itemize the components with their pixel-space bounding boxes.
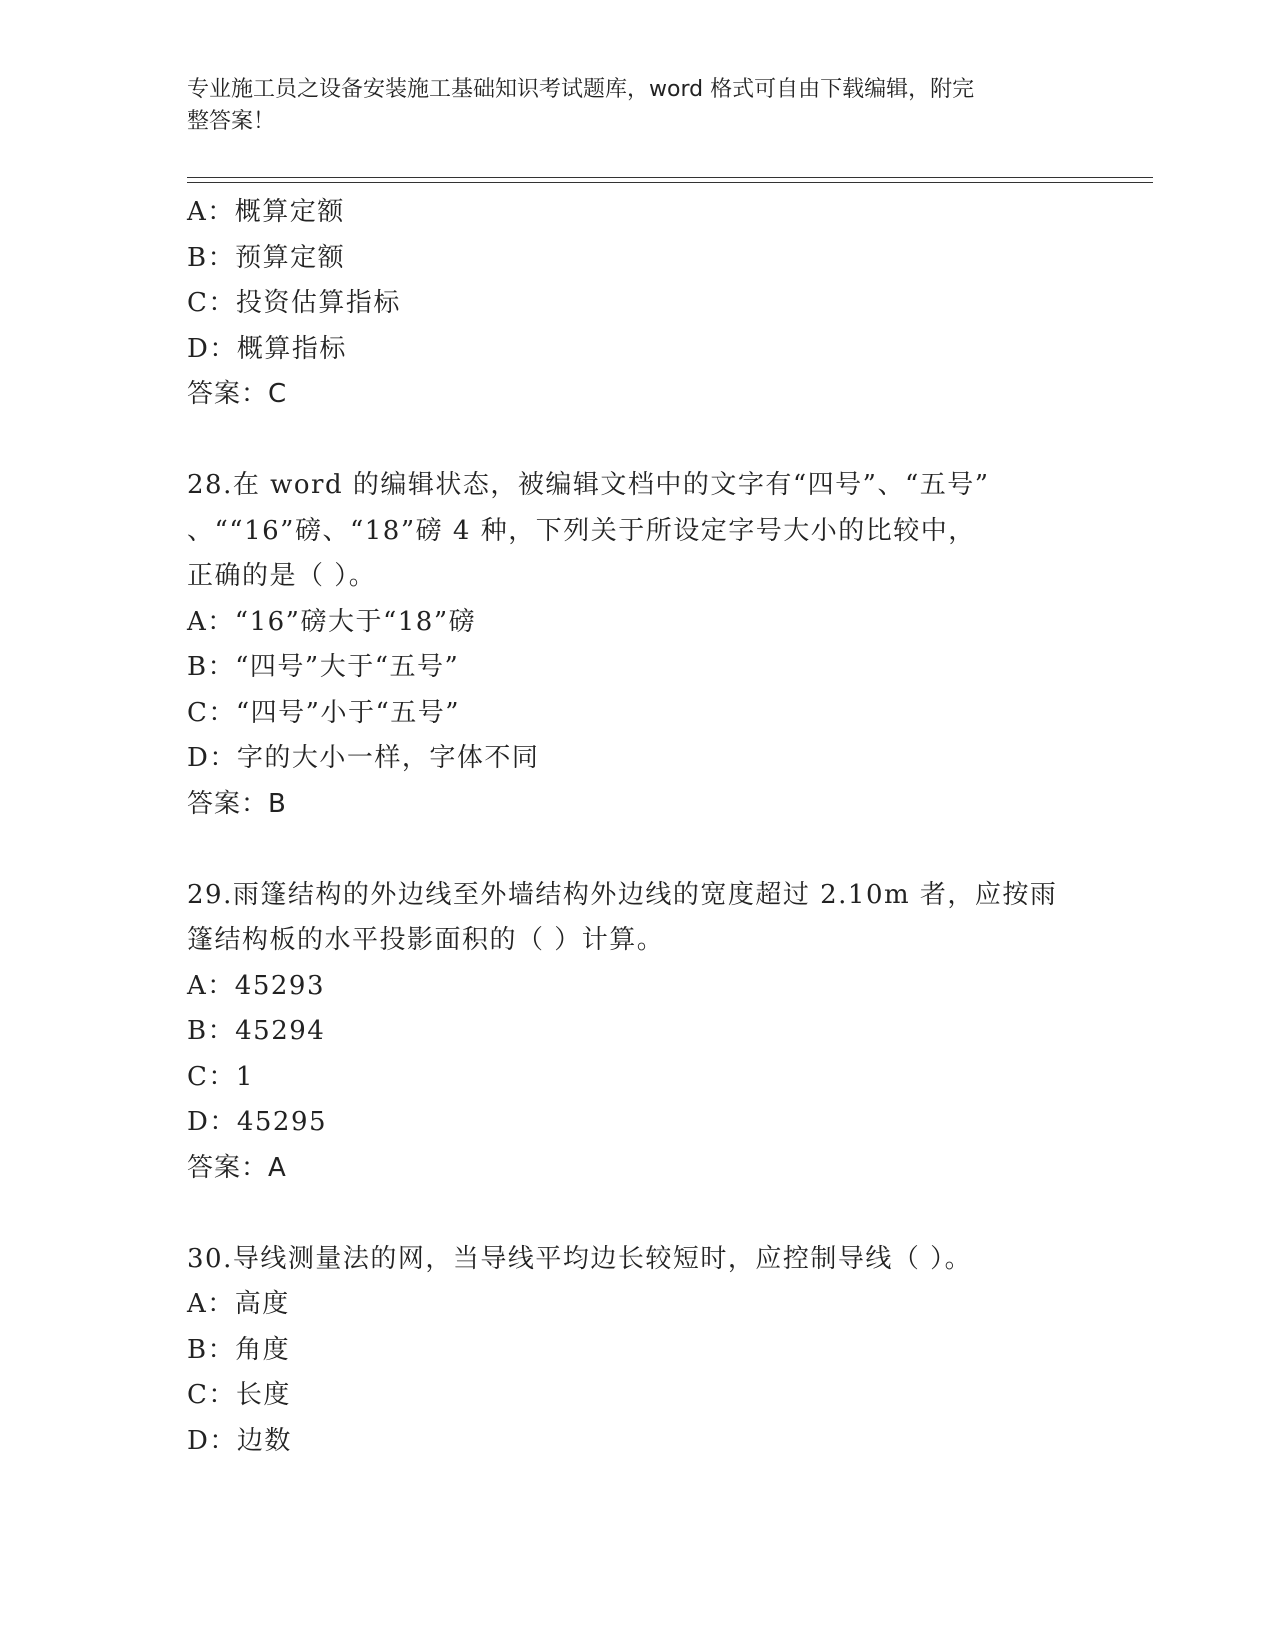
option-b: B：预算定额 [187,242,346,273]
header-divider-top [187,177,1153,178]
option-c: C：长度 [187,1380,291,1410]
header-line-2: 整答案！ [187,109,276,134]
spacer [187,827,1087,873]
question-30-block [187,1237,1087,1465]
option-a: A：概算定额 [187,197,345,227]
option-a: A：高度 [187,1289,290,1319]
question-29-block [187,873,1087,1192]
spacer [187,1191,1087,1237]
question-text-line: 正确的是（ ）。 [187,561,377,591]
option-a: A：“16”磅大于“18”磅 [187,606,477,637]
answer-line: 答案：B [187,788,287,819]
option-b: B：角度 [187,1334,291,1365]
question-text-line: 29.雨篷结构的外边线至外墙结构外边线的宽度超过 2.10m 者，应按雨 [187,879,1058,910]
question-text-line: 篷结构板的水平投影面积的（ ）计算。 [187,925,665,955]
option-b: B：“四号”大于“五号” [187,652,460,682]
answer-line: 答案：C [187,379,288,409]
option-c: C：“四号”小于“五号” [187,697,461,728]
question-27-block [187,190,1087,418]
option-a: A：45293 [187,970,325,1001]
question-28-block [187,463,1087,827]
answer-line: 答案：A [187,1152,287,1183]
document-body [187,190,1087,1464]
option-d: D：边数 [187,1425,292,1456]
question-text-line: 30.导线测量法的网，当导线平均边长较短时，应控制导线（ ）。 [187,1243,973,1274]
spacer [187,418,1087,464]
document-header [187,74,1067,138]
option-c: C：投资估算指标 [187,288,401,318]
option-d: D：45295 [187,1107,328,1137]
header-divider-bottom [187,182,1153,183]
option-d: D：概算指标 [187,333,347,364]
option-d: D：字的大小一样，字体不同 [187,743,540,773]
question-text-line: 、““16”磅、“18”磅 4 种，下列关于所设定字号大小的比较中， [187,515,976,546]
header-line-1: 专业施工员之设备安装施工基础知识考试题库，word 格式可自由下载编辑，附完 [187,77,975,102]
option-b: B：45294 [187,1016,326,1046]
option-c: C：1 [187,1061,254,1092]
question-text-line: 28.在 word 的编辑状态，被编辑文档中的文字有“四号”、“五号” [187,470,990,500]
